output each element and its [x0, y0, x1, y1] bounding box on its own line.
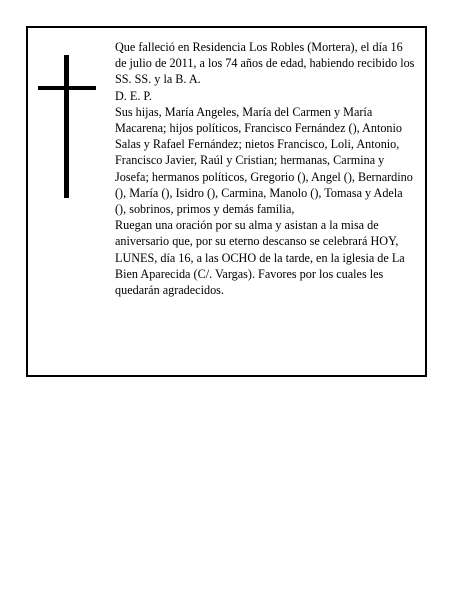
- obituary-family: Sus hijas, María Angeles, María del Carmen y María Macarena; hijos políticos, Francisco Fernández (), Antonio Salas y Rafael Fernández; nietos Francisco, Loli, Antonio, Francisco Javier, Raúl y Cristian; hermanas, Carmina y Josefa; hermanos políticos, Gregorio (), Angel (), Bernardino (), María (), Isidro (), Carmina, Manolo (), Tomasa y Adela (), sobrinos, primos y demás familia,: [115, 104, 413, 217]
- cross-horizontal-bar: [38, 86, 96, 90]
- obituary-request: Ruegan una oración por su alma y asistan a la misa de aniversario que, por su eterno descanso se celebrará HOY, LUNES, día 16, a las OCHO de la tarde, en la iglesia de La Bien Aparecida (C/. Vargas). Favores por los cuales les quedarán agradecidos.: [115, 218, 405, 298]
- obituary-intro: Que falleció en Residencia Los Robles (Mortera), el día 16 de julio de 2011, a los 74 años de edad, habiendo recibido los SS. SS. y la B. A.: [115, 40, 415, 87]
- cross-icon: [38, 55, 98, 198]
- obituary-text: [115, 39, 415, 298]
- obituary-dep: D. E. P.: [115, 88, 152, 103]
- cross-vertical-bar: [64, 55, 69, 198]
- obituary-notice: [26, 26, 427, 377]
